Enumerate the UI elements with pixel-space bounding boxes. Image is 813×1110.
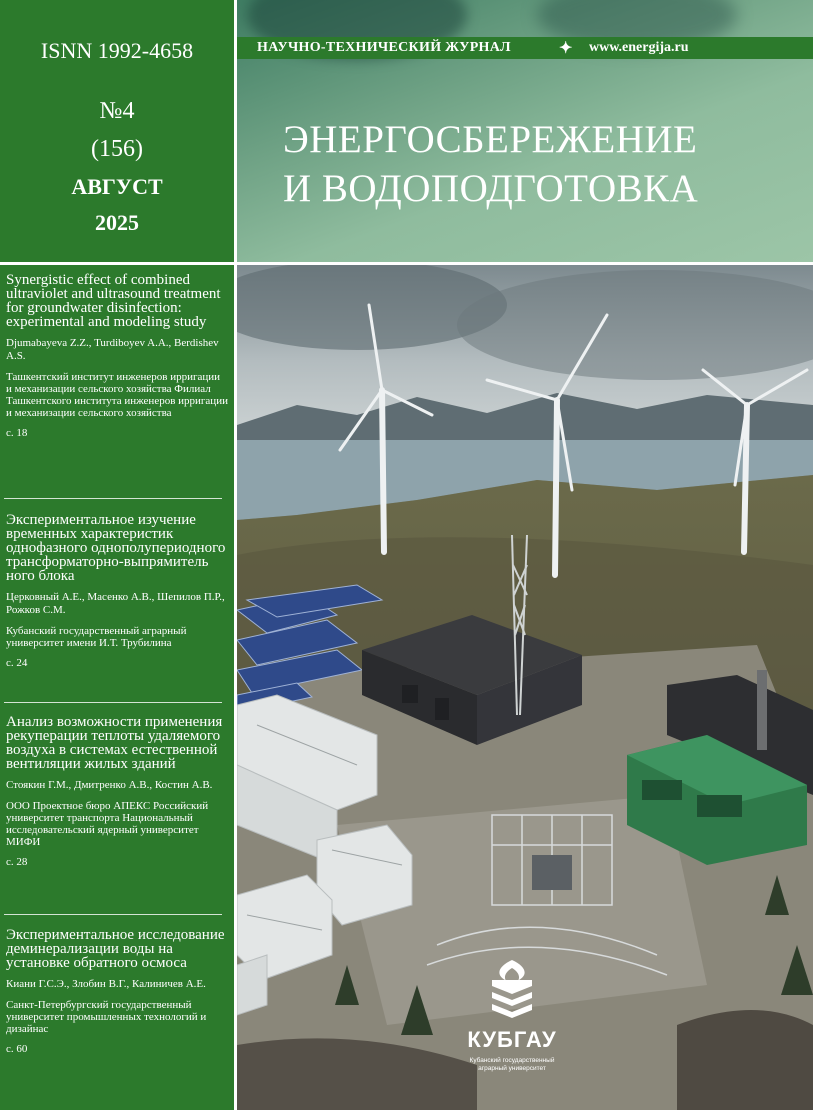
article-title[interactable]: Экспериментальное изучение временных характеристик однофазного однополупериодного трансформаторно-выпрямитель ного блока (6, 512, 226, 584)
article-authors: Стоякин Г.М., Дмитренко А.В., Костин А.В. (6, 779, 213, 791)
article-page: с. 24 (6, 657, 28, 669)
article-title[interactable]: Анализ возможности применения рекуперации теплоты удаляемого воздуха в системах естественной вентиляции жилых зданий (6, 714, 223, 772)
article-affiliation: Кубанский государственный аграрный университет имени И.Т. Трубилина (6, 625, 187, 649)
article-title[interactable]: Экспериментальное исследование деминерализации воды на установке обратного осмоса (6, 927, 225, 971)
logo-name: КУБГАУ (467, 1027, 557, 1052)
star-icon: ✦ (559, 40, 573, 57)
header-band (237, 37, 813, 59)
article-entry[interactable] (6, 513, 228, 669)
issue-info-block (0, 0, 234, 262)
article-page: с. 18 (6, 427, 28, 439)
horizontal-divider (0, 262, 813, 265)
issue-year: 2025 (95, 210, 139, 235)
article-affiliation: Санкт-Петербургский государственный университет промышленных технологий и дизайнас (6, 999, 207, 1035)
article-authors: Djumabayeva Z.Z., Turdiboyev A.A., Berdishev A.S. (6, 337, 219, 362)
journal-type: НАУЧНО-ТЕХНИЧЕСКИЙ ЖУРНАЛ (257, 40, 511, 55)
article-entry[interactable] (6, 273, 228, 439)
issue-month: АВГУСТ (71, 174, 163, 199)
website-link[interactable]: www.energija.ru (589, 40, 689, 55)
masthead (237, 0, 813, 262)
article-affiliation: ООО Проектное бюро АПЕКС Российский университет транспорта Национальный исследовательский ядерный университет МИФИ (6, 800, 209, 848)
logo-emblem (447, 960, 577, 1080)
article-affiliation: Ташкентский институт инженеров ирригации и механизации сельского хозяйства Филиал Ташкентского института инженеров ирригации и механизации сельского хозяйства (6, 371, 228, 419)
article-title[interactable]: Synergistic effect of combined ultraviolet and ultrasound treatment for groundwater disinfection: experimental and modeling study (6, 272, 221, 330)
vertical-divider (234, 0, 237, 1110)
issue-number: №4 (99, 98, 135, 124)
contents-sidebar (0, 265, 234, 1110)
article-page: с. 60 (6, 1043, 28, 1055)
article-divider (4, 702, 222, 703)
article-entry[interactable] (6, 715, 228, 868)
article-authors: Киани Г.С.Э., Злобин В.Г., Калиничев А.Е. (6, 978, 206, 990)
article-authors: Церковный А.Е., Масенко А.В., Шепилов П.Р., Рожков С.М. (6, 591, 225, 616)
logo-caption-line2: аграрный университет (478, 1065, 546, 1072)
issn: ISNN 1992-4658 (40, 38, 194, 63)
article-page: с. 28 (6, 856, 28, 868)
university-logo (447, 960, 577, 1080)
journal-title-line2: И ВОДОПОДГОТОВКА (283, 167, 699, 210)
issue-total: (156) (91, 136, 143, 162)
logo-caption-line1: Кубанский государственный (469, 1057, 555, 1064)
journal-title-line1: ЭНЕРГОСБЕРЕЖЕНИЕ (283, 118, 698, 161)
article-divider (4, 914, 222, 915)
article-entry[interactable] (6, 928, 228, 1055)
article-divider (4, 498, 222, 499)
